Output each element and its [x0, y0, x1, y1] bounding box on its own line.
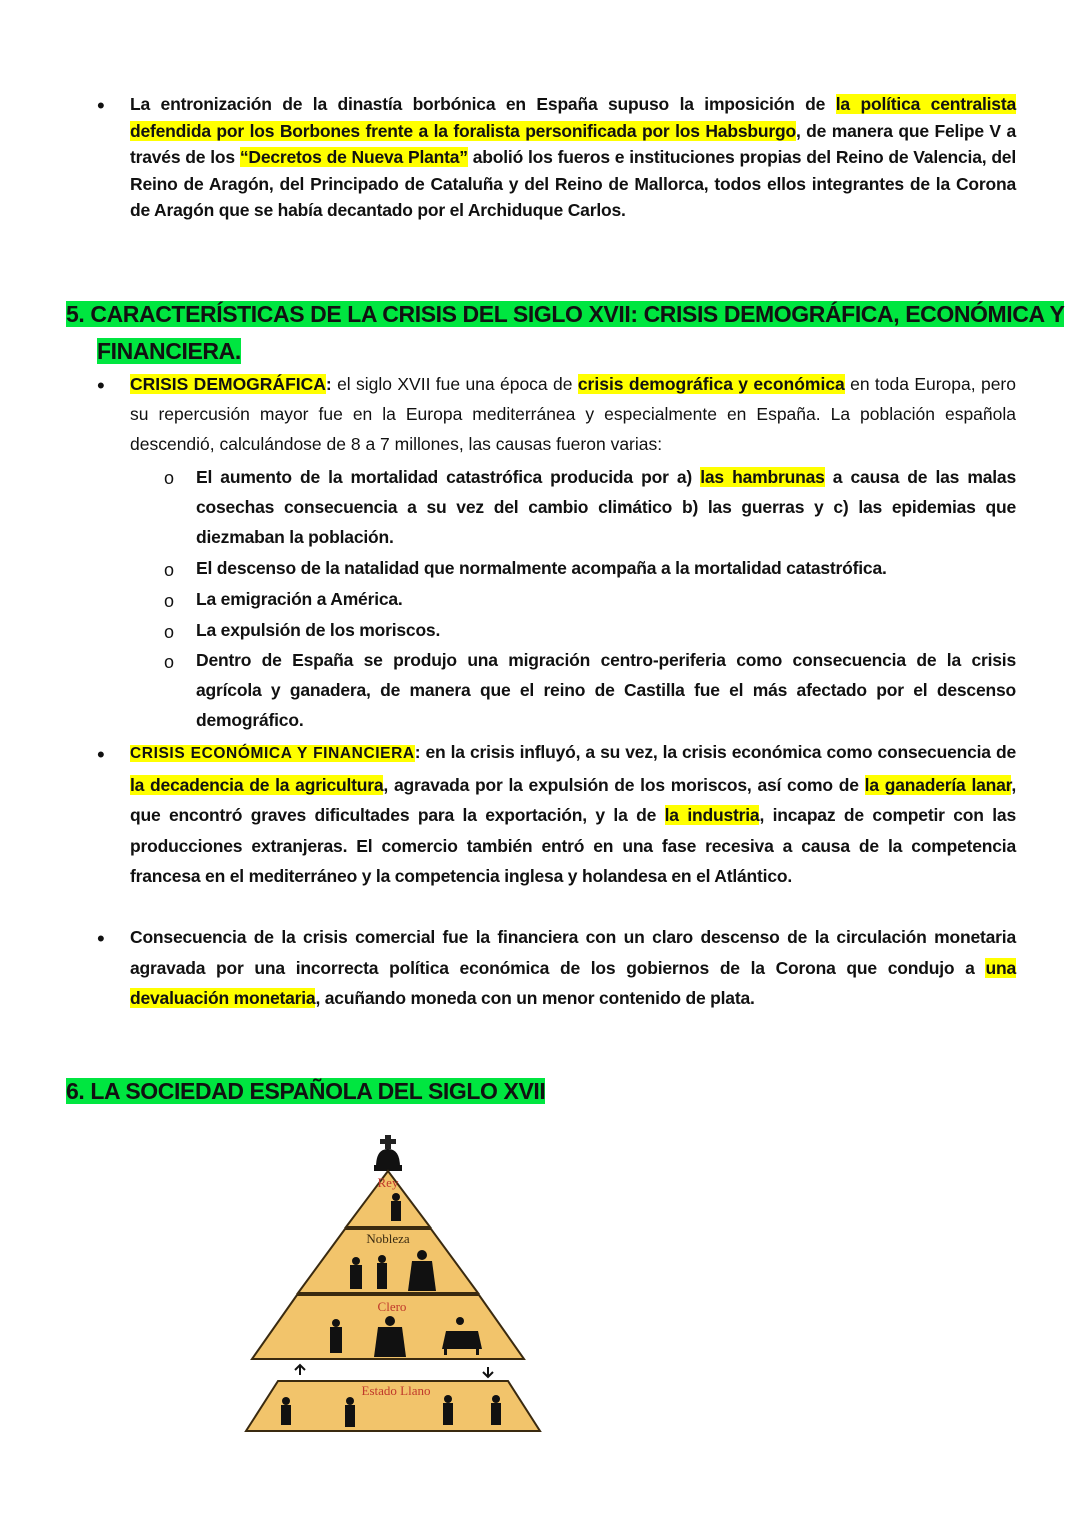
paragraph-crisis-financiera: Consecuencia de la crisis comercial fue la financiera con un claro descenso de la circulación monetaria agravada por una incorrecta política económica de los gobiernos de la Corona que condujo a una devaluación monetaria, acuñando moneda con un menor contenido de plata. [130, 927, 1016, 1009]
bullet-dot: • [97, 373, 105, 398]
circle-bullet: o [164, 652, 175, 672]
circle-bullet: o [164, 591, 175, 611]
highlight-hambrunas: las hambrunas [700, 467, 825, 487]
cause-mortalidad: El aumento de la mortalidad catastrófica producida por a) las hambrunas a causa de las malas cosechas consecuencia a su vez del cambio climático b) las guerras y c) las epidemias que diezmaban la población. [196, 467, 1016, 547]
circle-bullet: o [164, 468, 175, 488]
section-5-title-line2: FINANCIERA. [97, 338, 241, 364]
circle-bullet: o [164, 560, 175, 580]
highlight-agricultura: la decadencia de la agricultura [130, 774, 384, 795]
section-5-title: 5. CARACTERÍSTICAS DE LA CRISIS DEL SIGLO XVII: CRISIS DEMOGRÁFICA, ECONÓMICA Y [66, 301, 1065, 327]
paragraph-crisis-economica: CRISIS ECONÓMICA Y FINANCIERA: en la crisis influyó, a su vez, la crisis económica como consecuencia de la decadencia de la agricultura, agravada por la expulsión de los moriscos, así como de la ganadería lanar, que encontró graves dificultades para la exportación, y la de la industria, incapaz de competir con las producciones extranjeras. El comercio también entró en una fase recesiva a causa de la competencia francesa en el mediterráneo y la competencia inglesa y holandesa en el Atlántico. [130, 742, 1016, 887]
highlight-devaluacion: una devaluación monetaria [130, 957, 1016, 1009]
label-nobleza: Nobleza [366, 1231, 410, 1246]
highlight-ganaderia: la ganadería lanar [864, 774, 1012, 795]
bullet-dot: • [97, 742, 105, 767]
label-clero: Clero [377, 1299, 407, 1314]
king-figure-icon [391, 1193, 401, 1221]
cause-emigracion: La emigración a América. [196, 589, 403, 609]
label-crisis-economica: CRISIS ECONÓMICA Y FINANCIERA [130, 745, 415, 762]
bullet-dot: • [97, 926, 105, 951]
label-rey: Rey [377, 1175, 399, 1190]
label-crisis-demografica: CRISIS DEMOGRÁFICA [130, 374, 326, 394]
social-pyramid-illustration [238, 1135, 548, 1435]
cause-moriscos: La expulsión de los moriscos. [196, 620, 441, 640]
section-6-title: 6. LA SOCIEDAD ESPAÑOLA DEL SIGLO XVII [66, 1078, 546, 1104]
paragraph-borbones: La entronización de la dinastía borbónica en España supuso la imposición de la política centralista defendida por los Borbones frente a la foralista personificada por los Habsburgo, de manera que Felipe V a través de los “Decretos de Nueva Planta” abolió los fueros e instituciones propias del Reino de Valencia, del Reino de Aragón, del Principado de Cataluña y del Reino de Mallorca, todos ellos integrantes de la Corona de Aragón que se había decantado por el Archiduque Carlos. [130, 94, 1017, 220]
highlight-centralista: la política centralista defendida por los Borbones frente a la foralista personificada por los Habsburgo [130, 94, 1017, 141]
cause-natalidad: El descenso de la natalidad que normalmente acompaña a la mortalidad catastrófica. [196, 558, 887, 578]
paragraph-crisis-demografica: CRISIS DEMOGRÁFICA: el siglo XVII fue una época de crisis demográfica y económica en toda Europa, pero su repercusión mayor fue en la Europa mediterránea y especialmente en España. La población española descendió, calculándose de 8 a 7 millones, las causas fueron varias: [130, 374, 1016, 454]
highlight-crisis-demo-econ: crisis demográfica y económica [577, 374, 845, 394]
circle-bullet: o [164, 622, 175, 642]
cause-migracion: Dentro de España se produjo una migración centro-periferia como consecuencia de la crisis agrícola y ganadera, de manera que el reino de Castilla fue el más afectado por el descenso demográfico. [196, 650, 1016, 730]
crown-icon [374, 1135, 402, 1171]
label-estado-llano: Estado Llano [361, 1383, 431, 1398]
bullet-dot: • [97, 93, 105, 118]
mobility-arrows-icon [295, 1365, 493, 1377]
highlight-industria: la industria [664, 805, 760, 826]
highlight-decretos: “Decretos de Nueva Planta” [239, 147, 468, 167]
